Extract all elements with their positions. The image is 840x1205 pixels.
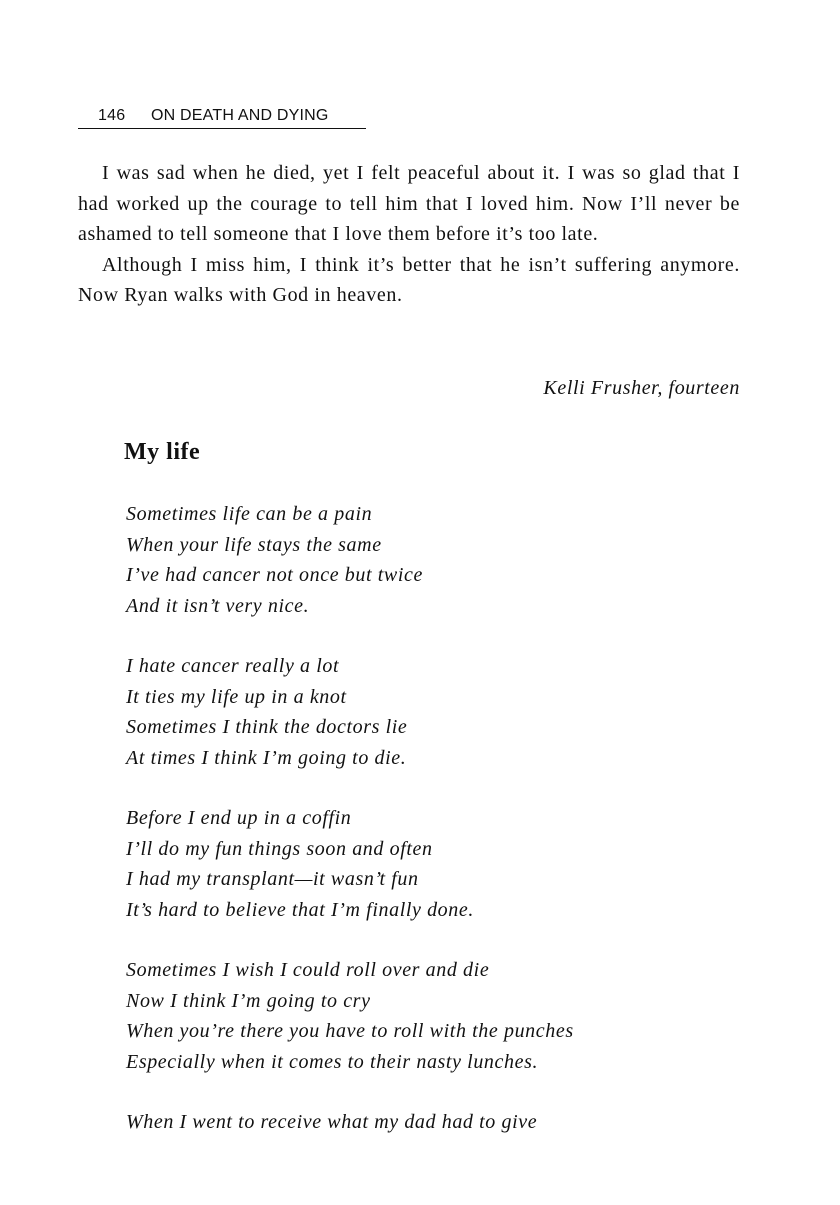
- stanza: [126, 499, 766, 621]
- poem-line: Especially when it comes to their nasty lunches.: [126, 1050, 539, 1073]
- poem-line: It’s hard to believe that I’m finally done.: [126, 898, 474, 921]
- poem-line: When you’re there you have to roll with the punches: [126, 1020, 574, 1042]
- poem-line: When I went to receive what my dad had to give: [126, 1111, 538, 1133]
- poem-line: At times I think I’m going to die.: [126, 746, 407, 769]
- poem-line: I’ve had cancer not once but twice: [126, 564, 423, 586]
- poem-title: My life: [124, 439, 201, 465]
- poem-line: Now I think I’m going to cry: [126, 989, 371, 1012]
- poem-line: Sometimes I wish I could roll over and die: [126, 959, 490, 981]
- poem-line: When your life stays the same: [126, 533, 382, 556]
- attribution: Kelli Frusher, fourteen: [543, 377, 740, 399]
- poem-line: I’ll do my fun things soon and often: [126, 837, 433, 860]
- running-header: [78, 104, 366, 129]
- poem-line: I had my transplant—it wasn’t fun: [126, 868, 419, 890]
- running-title: ON DEATH AND DYING: [151, 107, 329, 124]
- stanza: [126, 955, 766, 1077]
- stanza: [126, 651, 766, 773]
- poem-line: It ties my life up in a knot: [126, 685, 347, 708]
- stanza: [126, 803, 766, 925]
- paragraph: I was sad when he died, yet I felt peaceful about it. I was so glad that I had worked up the courage to tell him that I loved him. Now I’ll never be ashamed to tell someone that I love them before it’s too late.: [78, 162, 740, 245]
- page-number: 146: [98, 107, 126, 124]
- poem-line: And it isn’t very nice.: [126, 594, 310, 617]
- poem-line: I hate cancer really a lot: [126, 655, 340, 677]
- stanza: [126, 1107, 766, 1138]
- poem-line: Sometimes life can be a pain: [126, 503, 373, 525]
- poem: [126, 499, 766, 1168]
- poem-line: Before I end up in a coffin: [126, 807, 352, 829]
- poem-line: Sometimes I think the doctors lie: [126, 716, 408, 738]
- paragraph: Although I miss him, I think it’s better that he isn’t suffering anymore. Now Ryan walks with God in heaven.: [78, 253, 740, 306]
- prose-section: [78, 158, 740, 311]
